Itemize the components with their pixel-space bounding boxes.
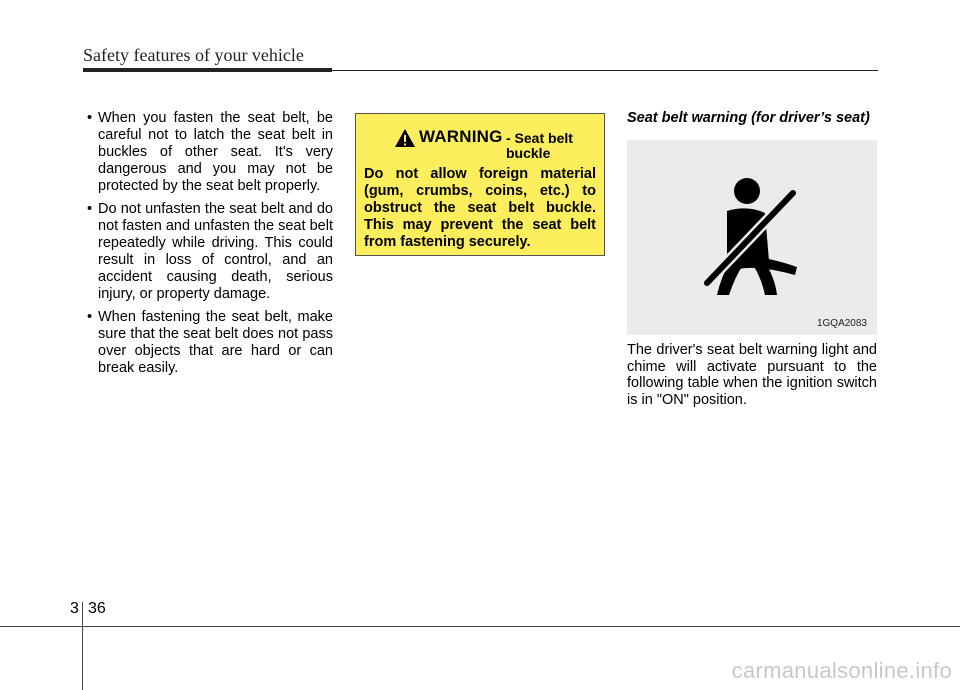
header-rule-thick xyxy=(83,68,332,72)
footer-rule xyxy=(0,626,960,627)
seat-belt-figure xyxy=(627,140,877,335)
figure-code: 1GQA2083 xyxy=(816,318,867,329)
section-heading: Seat belt warning (for driver’s seat) xyxy=(627,110,870,126)
footer-divider xyxy=(82,602,83,690)
chapter-number: 3 xyxy=(70,600,79,617)
warning-subtitle: - Seat belt buckle xyxy=(506,130,573,161)
seat-belt-warning-icon xyxy=(697,173,807,298)
page-number: 36 xyxy=(88,600,106,617)
bullet-list xyxy=(83,110,333,377)
warning-label: WARNING xyxy=(419,127,503,146)
warning-box xyxy=(355,113,605,256)
body-paragraph: The driver's seat belt warning light and chime will activate pursuant to the following table when the ignition switch is in "ON" position. xyxy=(627,342,877,408)
list-item: • When you fasten the seat belt, be careful not to latch the seat belt in buckles of other seat. It's very dangerous and you may not be protected by the seat belt properly. xyxy=(83,110,333,195)
page-title: Safety features of your vehicle xyxy=(83,45,304,65)
list-item: • When fastening the seat belt, make sure that the seat belt does not pass over objects that are hard or can break easily. xyxy=(83,309,333,377)
header-rule-thin xyxy=(332,70,878,71)
warning-header xyxy=(364,122,596,162)
warning-triangle-icon xyxy=(394,128,416,148)
left-column xyxy=(83,110,333,383)
list-item: • Do not unfasten the seat belt and do not fasten and unfasten the seat belt repeatedly while driving. This could result in loss of control, and an accident causing death, serious injury, or property damage. xyxy=(83,201,333,303)
warning-body: Do not allow foreign material (gum, crumbs, coins, etc.) to obstruct the seat belt buckle. This may prevent the seat belt from fastening securely. xyxy=(364,166,596,250)
watermark-link[interactable]: carmanualsonline.info xyxy=(731,658,952,683)
